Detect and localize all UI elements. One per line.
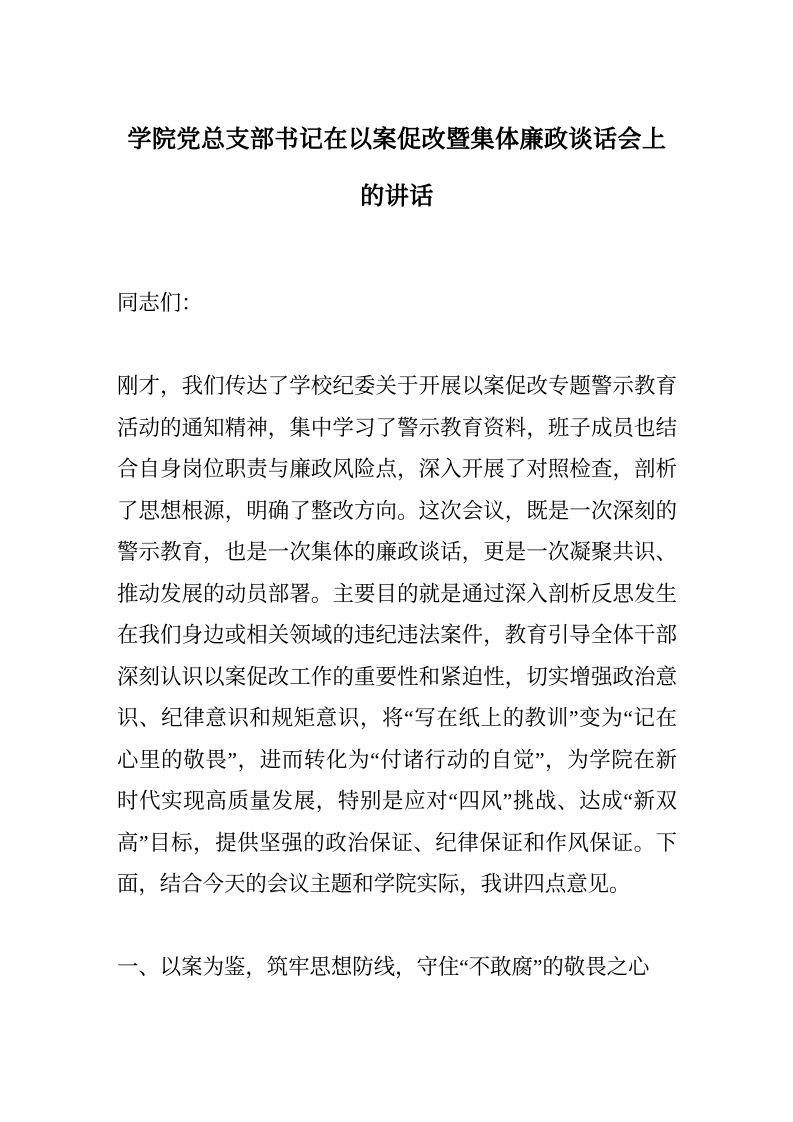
document-title-line-2: 的讲话 <box>360 184 434 210</box>
body-paragraph-1: 刚才，我们传达了学校纪委关于开展以案促改专题警示教育活动的通知精神，集中学习了警示教育资料，班子成员也结合自身岗位职责与廉政风险点，深入开展了对照检查，剖析了思想根源，明确了整改方向。这次会议，既是一次深刻的警示教育，也是一次集体的廉政谈话，更是一次凝聚共识、推动发展的动员部署。主要目的就是通过深入剖析反思发生在我们身边或相关领域的违纪违法案件，教育引导全体干部深刻认识以案促改工作的重要性和紧迫性，切实增强政治意识、纪律意识和规矩意识，将“写在纸上的教训”变为“记在心里的敬畏”，进而转化为“付诸行动的自觉”，为学院在新时代实现高质量发展，特别是应对“四风”挑战、达成“新双高”目标，提供坚强的政治保证、纪律保证和作风保证。下面，结合今天的会议主题和学院实际，我讲四点意见。 <box>117 374 677 896</box>
document-title-line-1: 学院党总支部书记在以案促改暨集体廉政谈话会上 <box>127 127 667 153</box>
document-title <box>117 112 677 226</box>
section-heading-1: 一、以案为鉴，筑牢思想防线，守住“不敢腐”的敬畏之心 <box>117 955 650 979</box>
salutation: 同志们： <box>117 291 203 315</box>
